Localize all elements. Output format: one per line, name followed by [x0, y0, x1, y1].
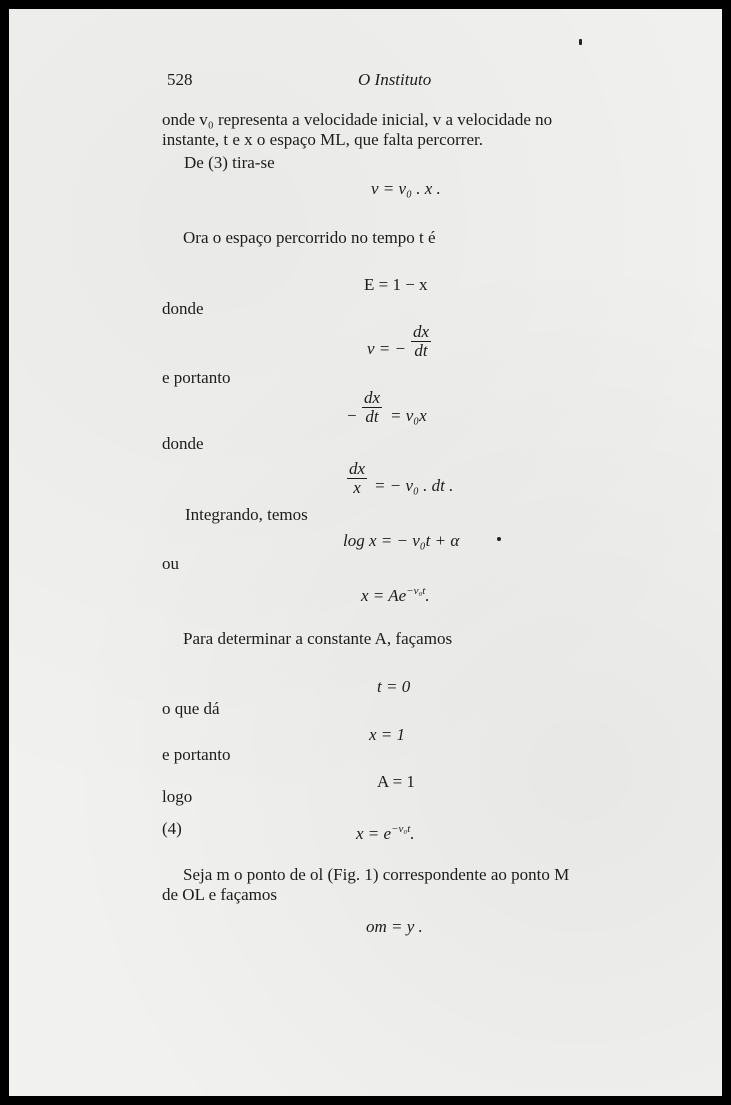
text-line: De (3) tira-se: [184, 153, 275, 172]
text-line: Seja m o ponto de ol (Fig. 1) correspondente ao ponto M: [183, 865, 570, 884]
equation-E: E = 1 − x: [364, 275, 428, 294]
text-line: donde: [162, 299, 204, 318]
page-number: 528: [167, 70, 193, 89]
equation-A1: A = 1: [377, 772, 415, 791]
equation-neg-rhs: = v₀x: [390, 406, 427, 425]
ink-speck: [497, 537, 501, 541]
equation-t0: t = 0: [377, 677, 411, 696]
text-line: onde v₀ representa a velocidade inicial, v a velocidade no: [162, 110, 553, 129]
equation-neg-lhs: −: [347, 406, 357, 425]
equation-x1: x = 1: [369, 725, 406, 744]
equation-x-e: $x = e^{-v_0t}$.: [356, 823, 415, 843]
text-line: donde: [162, 434, 204, 453]
equation-om: om = y .: [366, 917, 423, 936]
equation-log: log x = − v₀t + α: [343, 531, 460, 550]
text-line: Ora o espaço percorrido no tempo t é: [183, 228, 436, 247]
equation-label-4: (4): [162, 819, 182, 838]
equation-v: v = v₀ . x .: [371, 179, 441, 198]
equation-Ae: $x = Ae^{-v_0t}$.: [361, 585, 430, 605]
text-line: de OL e façamos: [162, 885, 278, 904]
text-line: e portanto: [162, 745, 231, 764]
equation-dxx-rhs: = − v₀ . dt .: [374, 476, 454, 495]
ink-speck: [579, 39, 582, 45]
book-page: [9, 9, 722, 1096]
text-line: e portanto: [162, 368, 231, 387]
running-title: O Instituto: [358, 70, 432, 89]
fraction-dx-dt: $\frac{dx}{dt}$: [413, 322, 430, 360]
text-line: instante, t e x o espaço ML, que falta percorrer.: [162, 130, 483, 149]
text-line: Integrando, temos: [185, 505, 308, 524]
fraction-dx-x: $\frac{dx}{x}$: [349, 459, 366, 497]
fraction-dx-dt-2: $\frac{dx}{dt}$: [364, 388, 381, 426]
text-line: o que dá: [162, 699, 220, 718]
text-line: logo: [162, 787, 193, 806]
text-line: Para determinar a constante A, façamos: [183, 629, 453, 648]
text-line: ou: [162, 554, 179, 573]
equation-v-lhs: v = −: [367, 339, 406, 358]
